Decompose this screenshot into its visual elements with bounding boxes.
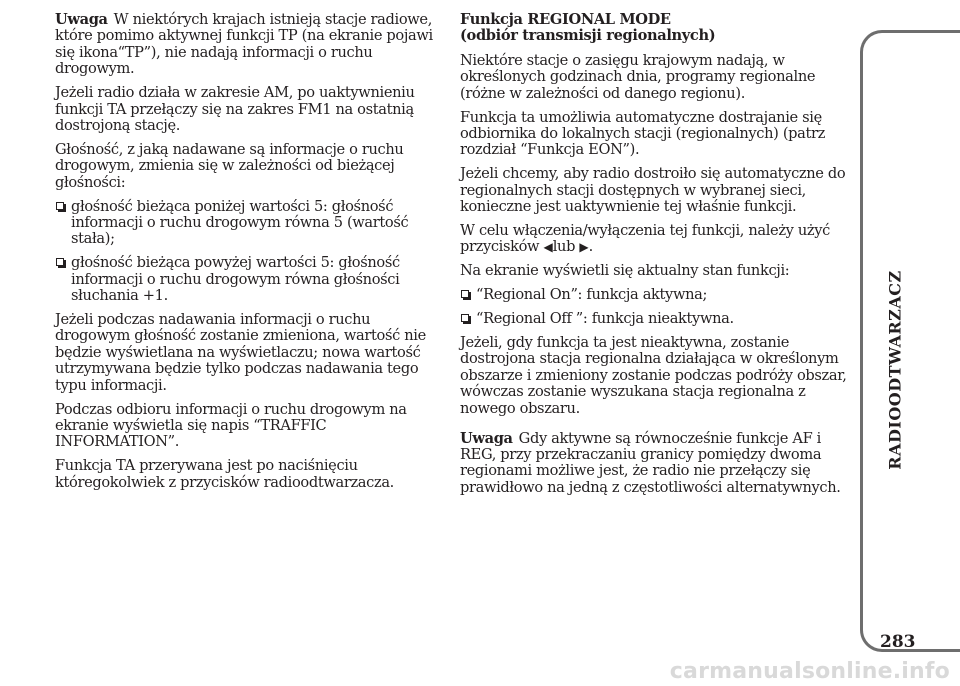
- note-label: Uwaga: [460, 429, 513, 447]
- list-item-text: “Regional Off ”: funkcja nieaktywna.: [476, 310, 734, 328]
- section-heading: Funkcja REGIONAL MODE: [460, 11, 671, 28]
- list-item: [460, 311, 855, 327]
- watermark: carmanualsonline.info: [669, 659, 950, 684]
- note-paragraph: [55, 12, 440, 78]
- paragraph: Jeżeli chcemy, aby radio dostroiło się automatyczne do regionalnych stacji dostępnych w wybranej sieci, konieczne jest uaktywnienie tej właśnie funkcji.: [460, 165, 846, 216]
- checkbox-bullet-icon: [56, 202, 64, 210]
- paragraph: Funkcja ta umożliwia automatyczne dostrajanie się odbiornika do lokalnych stacji (regionalnych) (patrz rozdział “Funkcja EON”).: [460, 108, 825, 159]
- list-item-text: głośność bieżąca poniżej wartości 5: głośność informacji o ruchu drogowym równa 5 (wartość stała);: [71, 197, 409, 248]
- paragraph: Na ekranie wyświetli się aktualny stan funkcji:: [460, 262, 790, 280]
- chapter-side-tab: [860, 30, 960, 652]
- list-item: [55, 255, 440, 304]
- paragraph: Niektóre stacje o zasięgu krajowym nadają, w określonych godzinach dnia, programy regionalne (różne w zależności od danego regionu).: [460, 51, 816, 102]
- chapter-label: RADIOODTWARZACZ: [885, 270, 905, 470]
- checkbox-bullet-icon: [461, 314, 469, 322]
- list-item: [460, 287, 855, 303]
- paragraph: [460, 223, 855, 256]
- paragraph: Jeżeli radio działa w zakresie AM, po uaktywnieniu funkcji TA przełączy się na zakres FM1 na ostatnią dostrojoną stację.: [55, 84, 415, 134]
- list-item-text: głośność bieżąca powyżej wartości 5: głośność informacji o ruchu drogowym równa głośności słuchania +1.: [71, 254, 400, 305]
- paragraph-text: lub: [552, 238, 576, 256]
- paragraph: Głośność, z jaką nadawane są informacje o ruchu drogowym, zmienia się w zależności od bieżącej głośności:: [55, 140, 404, 191]
- paragraph: Podczas odbioru informacji o ruchu drogowym na ekranie wyświetla się napis “TRAFFIC INFORMATION”.: [55, 400, 407, 451]
- right-column: [460, 12, 855, 504]
- section-subheading: (odbiór transmisji regionalnych): [460, 27, 716, 45]
- left-column: [55, 12, 440, 499]
- paragraph: Jeżeli podczas nadawania informacji o ruchu drogowym głośność zostanie zmieniona, wartość nie będzie wyświetlana na wyświetlaczu; nowa wartość utrzymywana będzie tylko podczas nadawania tego typu informacji.: [55, 311, 426, 394]
- paragraph: Jeżeli, gdy funkcja ta jest nieaktywna, zostanie dostrojona stacja regionalna działająca w określonym obszarze i zmieniony zostanie podczas podróży obszar, wówczas zostanie wyszukana stacja regionalna z nowego obszaru.: [460, 334, 847, 417]
- note-text: Gdy aktywne są równocześnie funkcje AF i REG, przy przekraczaniu granicy pomiędzy dwoma regionami możliwe jest, że radio nie przełączy się prawidłowo na jedną z częstotliwości alternatywnych.: [460, 429, 841, 496]
- right-arrow-button-icon: ▶: [579, 240, 589, 255]
- list-item: [55, 199, 440, 248]
- paragraph-text: W celu włączenia/wyłączenia tej funkcji, należy użyć przycisków: [460, 221, 830, 256]
- page-number: 283: [880, 632, 916, 652]
- checkbox-bullet-icon: [461, 290, 469, 298]
- note-text: W niektórych krajach istnieją stacje radiowe, które pomimo aktywnej funkcji TP (na ekranie pojawi się ikona“TP”), nie nadają informacji o ruchu drogowym.: [55, 11, 433, 78]
- left-arrow-button-icon: ◀: [543, 240, 553, 255]
- note-paragraph: [460, 431, 855, 497]
- note-label: Uwaga: [55, 11, 108, 28]
- paragraph: Funkcja TA przerywana jest po naciśnięciu któregokolwiek z przycisków radioodtwarzacza.: [55, 457, 394, 491]
- checkbox-bullet-icon: [56, 258, 64, 266]
- list-item-text: “Regional On”: funkcja aktywna;: [476, 286, 708, 304]
- paragraph-text: .: [588, 238, 593, 256]
